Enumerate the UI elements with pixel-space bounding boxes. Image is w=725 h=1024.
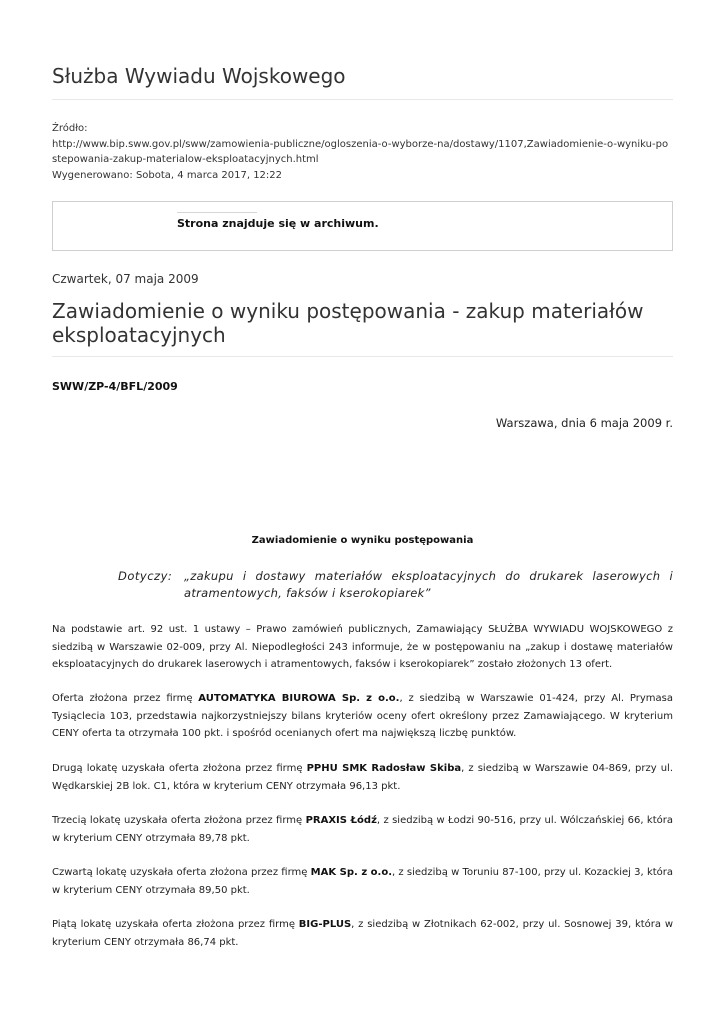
offer-paragraph-5	[52, 916, 673, 951]
source-label: Źródło:	[52, 123, 88, 134]
offer-text-before: Czwartą lokatę uzyskała oferta złożona przez firmę	[52, 867, 311, 878]
notice-heading: Zawiadomienie o wyniku postępowania	[251, 535, 474, 546]
offer-text-before: Piątą lokatę uzyskała oferta złożona przez firmę	[52, 919, 299, 930]
company-name: MAK Sp. z o.o.	[310, 867, 393, 878]
company-name: BIG-PLUS	[298, 919, 352, 930]
title-divider	[52, 356, 673, 357]
case-reference: SWW/ZP-4/BFL/2009	[52, 380, 178, 393]
offer-paragraph-2	[52, 760, 673, 795]
offer-text-before: Drugą lokatę uzyskała oferta złożona przez firmę	[52, 763, 307, 774]
header-divider	[52, 99, 673, 100]
site-title: Służba Wywiadu Wojskowego	[52, 64, 346, 88]
regarding-text: „zakupu i dostawy materiałów eksploatacyjnych do drukarek laserowych i atramentowych, faksów i kserokopiarek”	[184, 569, 673, 600]
source-info	[52, 121, 673, 183]
offer-text-after: , z siedzibą w Toruniu 87-100, przy ul. Kozackiej 3, która w kryterium CENY otrzymała 89,50 pkt.	[52, 867, 674, 896]
offer-text-after: , z siedzibą w Złotnikach 62-002, przy ul. Sosnowej 39, która w kryterium CENY otrzymała 86,74 pkt.	[52, 919, 673, 948]
article-date: Czwartek, 07 maja 2009	[52, 272, 199, 286]
offer-text-after: , z siedzibą w Łodzi 90-516, przy ul. Wólczańskiej 66, która w kryterium CENY otrzymała 89,78 pkt.	[52, 815, 673, 844]
offer-text-before: Trzecią lokatę uzyskała oferta złożona przez firmę	[52, 815, 306, 826]
source-url: http://www.bip.sww.gov.pl/sww/zamowienia-publiczne/ogloszenia-o-wyborze-na/dostawy/1107,Zawiadomienie-o-wyniku-postepowania-zakup-materialow-eksploatacyjnych.html	[52, 138, 669, 165]
company-name: PPHU SMK Radosław Skiba	[306, 763, 462, 774]
generated-timestamp: Wygenerowano: Sobota, 4 marca 2017, 12:22	[52, 169, 283, 181]
offer-paragraph-4	[52, 864, 673, 899]
offer-paragraph-1	[52, 690, 673, 743]
regarding-label: Dotyczy:	[118, 569, 173, 583]
archive-notice-message: Strona znajduje się w archiwum.	[177, 217, 379, 230]
company-name: AUTOMATYKA BIUROWA Sp. z o.o.	[198, 693, 400, 704]
offer-text-after: , z siedzibą w Warszawie 04-869, przy ul. Wędkarskiej 2B lok. C1, która w kryterium CENY otrzymała 96,13 pkt.	[52, 763, 673, 792]
article-title: Zawiadomienie o wyniku postępowania - zakup materiałów eksploatacyjnych	[52, 299, 644, 347]
offer-paragraph-3	[52, 812, 673, 847]
offer-text-before: Oferta złożona przez firmę	[52, 693, 199, 704]
archive-notice	[52, 201, 673, 251]
intro-paragraph: Na podstawie art. 92 ust. 1 ustawy – Prawo zamówień publicznych, Zamawiający SŁUŻBA WYWIADU WOJSKOWEGO z siedzibą w Warszawie 02-009, przy Al. Niepodległości 243 informuje, że w postępowaniu na „zakup i dostawę materiałów eksploatacyjnych do drukarek laserowych i atramentowych, faksów i kserokopiarek” zostało złożonych 13 ofert.	[52, 624, 673, 670]
archive-notice-divider	[177, 212, 257, 213]
company-name: PRAXIS Łódź	[305, 815, 377, 826]
place-and-date: Warszawa, dnia 6 maja 2009 r.	[495, 416, 673, 430]
offer-text-after: , z siedzibą w Warszawie 01-424, przy Al. Prymasa Tysiąclecia 103, przedstawia najkorzystniejszy bilans kryteriów oceny ofert określony przez Zamawiającego. W kryterium CENY oferta ta otrzymała 100 pkt. i spośród ocenianych ofert ma największą liczbę punktów.	[52, 693, 673, 739]
